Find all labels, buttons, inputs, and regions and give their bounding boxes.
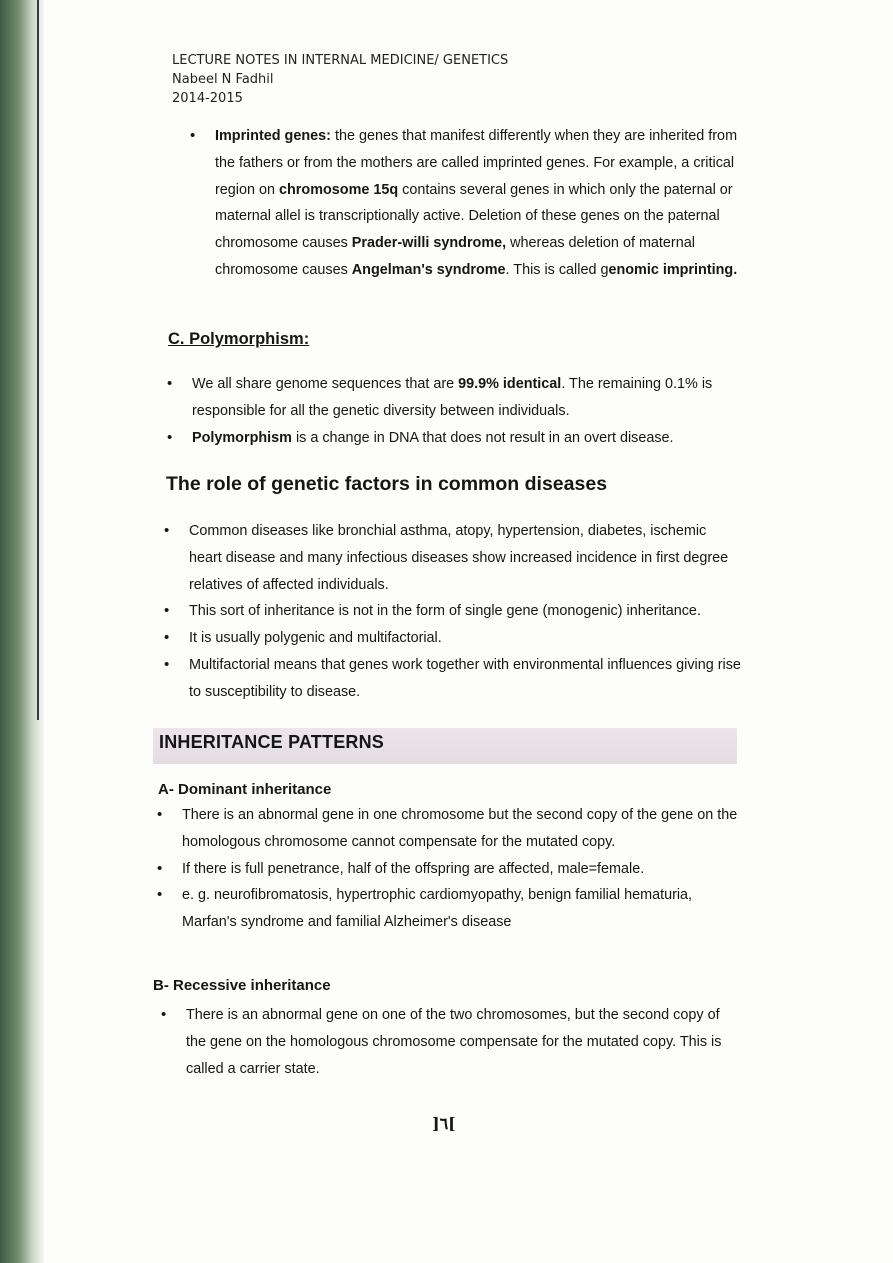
list-item: • If there is full penetrance, half of the offspring are affected, male=female. [182,856,744,883]
header-year: 2014-2015 [172,91,243,106]
polymorphism-heading: C. Polymorphism: [168,330,310,348]
imprinted-genes-term: Imprinted genes: [215,128,331,144]
scan-edge-line [37,0,39,720]
polymorphism-item-identical: • We all share genome sequences that are 99.9% identical. The remaining 0.1% is responsible for all the genetic diversity between individuals. [192,371,732,425]
inheritance-patterns-banner [153,728,737,764]
list-item: • Multifactorial means that genes work together with environmental influences giving rise to susceptibility to disease. [189,652,741,706]
list-item: • It is usually polygenic and multifactorial. [189,625,741,652]
list-item: • e. g. neurofibromatosis, hypertrophic cardiomyopathy, benign familial hematuria, Marfan's syndrome and familial Alzheimer's disease [182,882,744,936]
dominant-inheritance-list [182,802,744,936]
polymorphism-item-definition: • Polymorphism is a change in DNA that does not result in an overt disease. [192,425,732,452]
recessive-inheritance-heading: B- Recessive inheritance [153,977,331,994]
imprinted-genes-item: • Imprinted genes: the genes that manifest differently when they are inherited from the fathers or from the mothers are called imprinted genes. For example, a critical region on chromosome 15q contains several genes in which only the paternal or maternal allel is transcriptionally active. Deletion of these genes on the paternal chromosome causes Prader-willi syndrome, whereas deletion of maternal chromosome causes Angelman's syndrome. This is called genomic imprinting. [215,123,743,284]
genetic-factors-list [189,518,741,706]
genetic-factors-heading: The role of genetic factors in common diseases [166,473,608,495]
list-item: • There is an abnormal gene on one of the two chromosomes, but the second copy of the gene on the homologous chromosome compensate for the mutated copy. This is called a carrier state. [186,1002,738,1082]
list-item: • There is an abnormal gene in one chromosome but the second copy of the gene on the homologous chromosome cannot compensate for the mutated copy. [182,802,744,856]
inheritance-patterns-heading: INHERITANCE PATTERNS [159,732,385,752]
document-header [172,51,508,108]
header-title: LECTURE NOTES IN INTERNAL MEDICINE/ GENETICS [172,53,509,68]
list-item: • Common diseases like bronchial asthma, atopy, hypertension, diabetes, ischemic heart disease and many infectious diseases show increased incidence in first degree relatives of affected individuals. [189,518,741,598]
dominant-inheritance-heading: A- Dominant inheritance [158,781,332,798]
page-number: ]٦[ [432,1114,456,1133]
list-item: • This sort of inheritance is not in the form of single gene (monogenic) inheritance. [189,598,741,625]
polymorphism-list [192,371,732,451]
header-author: Nabeel N Fadhil [172,72,274,87]
imprinted-genes-list [215,123,743,284]
recessive-inheritance-list [186,1002,738,1082]
